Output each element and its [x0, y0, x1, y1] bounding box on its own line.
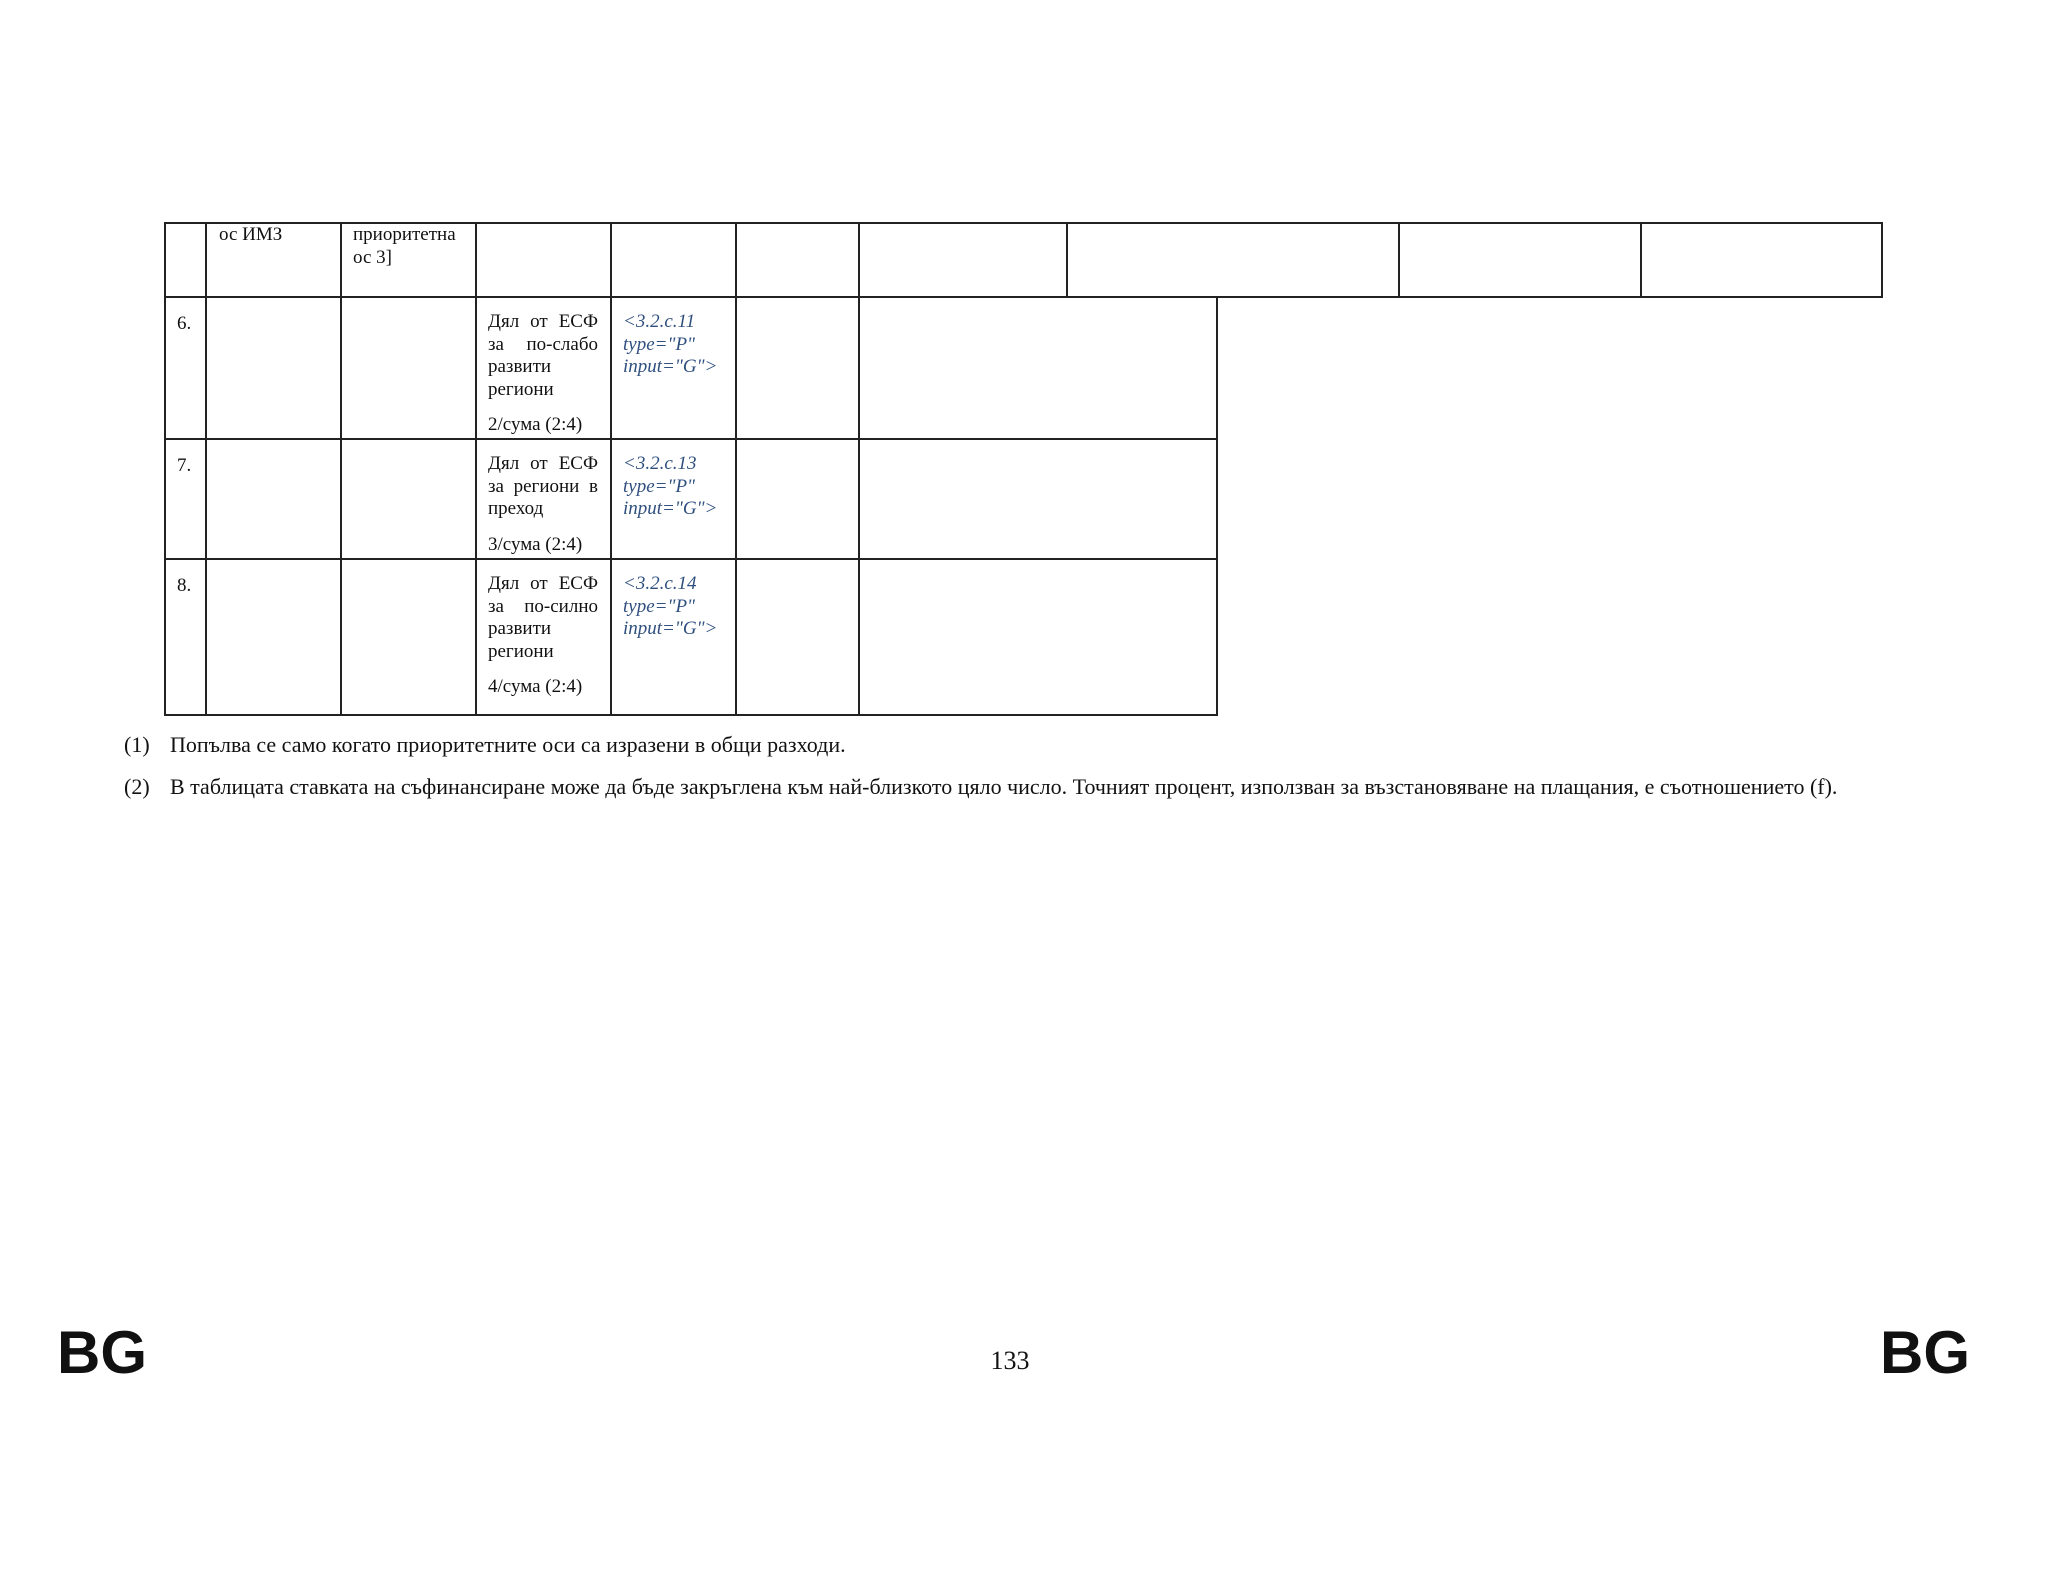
row-formula: 3/сума (2:4)	[488, 533, 583, 555]
table-border	[164, 222, 166, 716]
row-number: 7.	[177, 455, 192, 476]
table-border	[610, 222, 612, 716]
table-border	[340, 222, 342, 716]
table-border	[164, 558, 1218, 560]
row-label: Дял от ЕСФ за по-силно развити региони 4/сума (2:4)	[488, 573, 598, 697]
footnote-number: (1)	[124, 732, 150, 757]
table-border	[475, 222, 477, 716]
table-border	[1640, 222, 1642, 298]
field-tag: <3.2.c.14 type="P" input="G">	[623, 573, 718, 639]
footnote-number: (2)	[124, 774, 150, 799]
language-mark-right: BG	[1880, 1319, 1970, 1386]
page-number: 133	[990, 1346, 1030, 1375]
table-border	[164, 296, 1883, 298]
table-border	[1398, 222, 1400, 298]
table-border	[1216, 296, 1218, 716]
row-label: Дял от ЕСФ за по-слабо развити региони 2/сума (2:4)	[488, 311, 598, 435]
row-formula: 4/сума (2:4)	[488, 676, 583, 697]
table-border	[1881, 222, 1883, 298]
table-border	[164, 438, 1218, 440]
field-tag: <3.2.c.13 type="P" input="G">	[623, 453, 718, 519]
footnote-text: В таблицата ставката на съфинансиране може да бъде закръглена към най-близкото цяло число. Точният процент, използван за възстановяване на плащания, е съотношението (f).	[170, 774, 1838, 799]
header-cell-priority-axis: ос ИМЗ	[219, 224, 283, 245]
header-cell-priority-axis-3: приоритетна ос 3]	[353, 224, 456, 268]
row-number: 8.	[177, 575, 192, 596]
footnote-2	[124, 773, 1924, 801]
language-mark-left: BG	[57, 1319, 147, 1386]
table-border	[1066, 222, 1068, 298]
footnote-text: Попълва се само когато приоритетните оси са изразени в общи разходи.	[170, 732, 846, 757]
row-label: Дял от ЕСФ за региони в преход 3/сума (2:4)	[488, 453, 598, 555]
row-number: 6.	[177, 313, 192, 334]
row-formula: 2/сума (2:4)	[488, 414, 583, 435]
table-border	[164, 714, 1218, 716]
footnote-1	[124, 731, 1924, 759]
field-tag: <3.2.c.11 type="P" input="G">	[623, 311, 718, 377]
table-border	[205, 222, 207, 716]
table-border	[735, 222, 737, 716]
table-border	[858, 222, 860, 716]
